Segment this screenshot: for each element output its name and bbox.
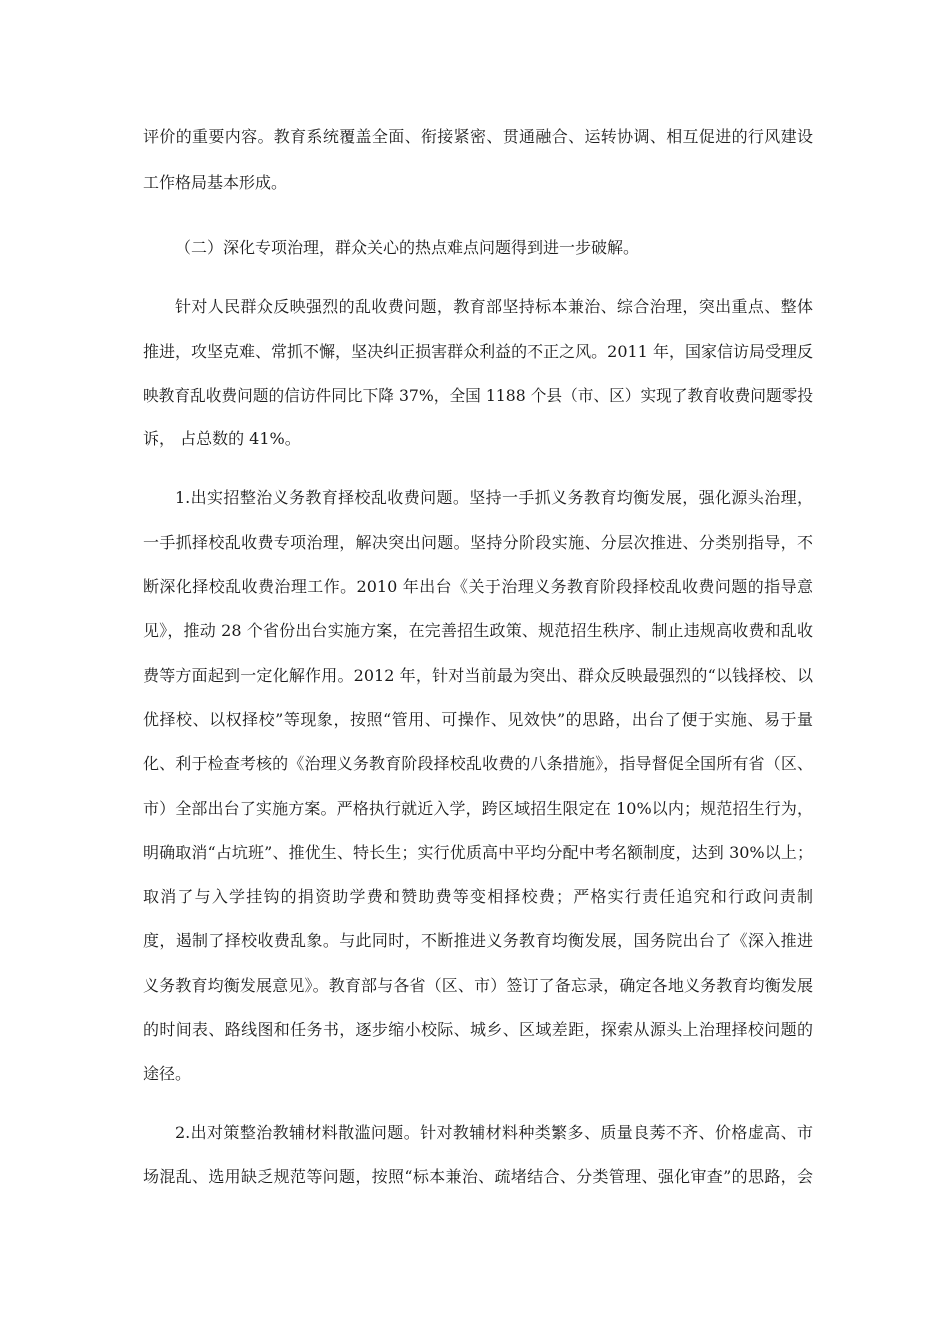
text-line: 诉， 占总数的 41%。: [143, 429, 301, 448]
text-line: 化、利于检查考核的《治理义务教育阶段择校乱收费的八条措施》，指导督促全国所有省（区、: [143, 754, 813, 773]
text-line: 评价的重要内容。教育系统覆盖全面、衔接紧密、贯通融合、运转协调、相互促进的行风建设: [143, 127, 813, 146]
text-line: 市）全部出台了实施方案。严格执行就近入学，跨区域招生限定在 10%以内；规范招生行为，: [143, 799, 813, 818]
text-line: 费等方面起到一定化解作用。2012 年，针对当前最为突出、群众反映最强烈的“以钱择校、以: [143, 666, 813, 685]
text-line: 明确取消“占坑班”、推优生、特长生；实行优质高中平均分配中考名额制度，达到 30%以上；: [143, 843, 813, 862]
text-line: 推进，攻坚克难、常抓不懈，坚决纠正损害群众利益的不正之风。2011 年，国家信访局受理反: [143, 342, 813, 361]
text-line: 度，遏制了择校收费乱象。与此同时，不断推进义务教育均衡发展，国务院出台了《深入推进: [143, 931, 813, 950]
text-line: 2.出对策整治教辅材料散滥问题。针对教辅材料种类繁多、质量良莠不齐、价格虚高、市: [175, 1123, 813, 1142]
text-line: 场混乱、选用缺乏规范等问题，按照“标本兼治、疏堵结合、分类管理、强化审查”的思路，会: [143, 1167, 813, 1186]
text-line: 取消了与入学挂钩的捐资助学费和赞助费等变相择校费；严格实行责任追究和行政问责制: [143, 887, 813, 906]
text-line: 映教育乱收费问题的信访件同比下降 37%，全国 1188 个县（市、区）实现了教育收费问题零投: [143, 386, 813, 405]
text-line: 断深化择校乱收费治理工作。2010 年出台《关于治理义务教育阶段择校乱收费问题的指导意: [143, 577, 813, 596]
section-heading: （二）深化专项治理，群众关心的热点难点问题得到进一步破解。: [175, 238, 640, 257]
text-line: 工作格局基本形成。: [143, 173, 288, 192]
text-line: 优择校、以权择校”等现象，按照“管用、可操作、见效快”的思路，出台了便于实施、易于量: [143, 710, 813, 729]
text-line: 针对人民群众反映强烈的乱收费问题，教育部坚持标本兼治、综合治理，突出重点、整体: [175, 297, 813, 316]
text-line: 1.出实招整治义务教育择校乱收费问题。坚持一手抓义务教育均衡发展，强化源头治理，: [175, 488, 813, 507]
text-line: 一手抓择校乱收费专项治理，解决突出问题。坚持分阶段实施、分层次推进、分类别指导，不: [143, 533, 813, 552]
text-line: 见》，推动 28 个省份出台实施方案，在完善招生政策、规范招生秩序、制止违规高收费和乱收: [143, 621, 813, 640]
text-line: 义务教育均衡发展意见》。教育部与各省（区、市）签订了备忘录，确定各地义务教育均衡发展: [143, 976, 813, 995]
text-line: 的时间表、路线图和任务书，逐步缩小校际、城乡、区域差距，探索从源头上治理择校问题的: [143, 1020, 813, 1039]
text-line: 途径。: [143, 1064, 192, 1083]
